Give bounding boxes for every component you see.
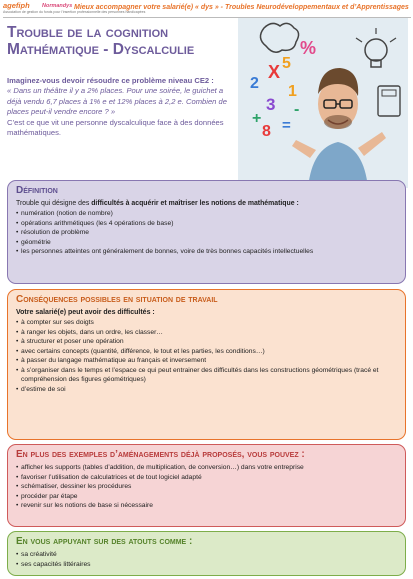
- symbol-5: 5: [282, 55, 291, 72]
- symbol-minus: -: [294, 101, 300, 118]
- list-item: • géométrie: [16, 238, 397, 248]
- atouts-heading: En vous appuyant sur des atouts comme :: [16, 536, 193, 547]
- header-tagline: Mieux accompagner votre salarié(e) « dys » - Troubles Neurodéveloppementaux et d’Apprentissages: [74, 4, 409, 11]
- list-item: • à passer du langage mathématique au français et inversement: [16, 356, 397, 366]
- list-item: • d’estime de soi: [16, 385, 397, 395]
- definition-list: [16, 209, 397, 257]
- symbol-1: 1: [288, 83, 297, 100]
- amenagements-section: [7, 444, 406, 527]
- symbol-8: 8: [262, 123, 271, 140]
- intro-lead: Imaginez-vous devoir résoudre ce problème niveau CE2 :: [7, 76, 214, 85]
- list-item: • ses capacités littéraires: [16, 560, 397, 570]
- definition-intro-text: Trouble qui désigne des: [16, 200, 92, 207]
- consequences-section: [7, 289, 406, 440]
- intro-text: C’est ce que vit une personne dyscalculique face à des données mathématiques.: [7, 117, 224, 138]
- definition-heading: Définition: [16, 185, 58, 196]
- list-item: • procéder par étape: [16, 492, 397, 502]
- list-item: • opérations arithmétiques (les 4 opérations de base): [16, 219, 397, 229]
- agefiph-logo-text: agefiph: [3, 1, 30, 10]
- atouts-list: [16, 550, 397, 569]
- list-item: • avec certains concepts (quantité, différence, le tout et les parties, les conditions…): [16, 347, 397, 357]
- header-bar: [0, 0, 413, 18]
- list-item: • numération (notion de nombre): [16, 209, 397, 219]
- intro-paragraph: [7, 76, 239, 138]
- atouts-section: [7, 531, 406, 576]
- page-title: [7, 24, 242, 58]
- intro-quote: « Dans un théâtre il y a 2% places. Pour une soirée, le guichet a déjà vendu 6,7 places à 1% e et 12% places à 2,2 e. Combien de places peut-il vendre encore ? »: [7, 86, 227, 117]
- hero-illustration: [238, 18, 408, 188]
- consequences-heading: Conséquences possibles en situation de travail: [16, 294, 218, 305]
- definition-section: [7, 180, 406, 284]
- normandys-logo: Normandys: [42, 3, 73, 9]
- symbol-3: 3: [266, 95, 276, 114]
- list-item: • à ranger les objets, dans un ordre, les classer…: [16, 328, 397, 338]
- list-item: • revenir sur les notions de base si nécessaire: [16, 501, 397, 511]
- consequences-list: [16, 318, 397, 394]
- hero-photo: [238, 18, 408, 188]
- amenagements-heading: En plus des exemples d’aménagements déjà proposés, vous pouvez :: [16, 449, 305, 460]
- definition-intro: [16, 199, 397, 208]
- list-item: • à structurer et poser une opération: [16, 337, 397, 347]
- symbol-percent: %: [300, 38, 317, 58]
- page-title-line1: Trouble de la cognition: [7, 24, 169, 41]
- list-item: • les personnes atteintes ont généralement de bonnes, voire de très bonnes capacités intellectuelles: [16, 247, 397, 257]
- list-item: • favoriser l’utilisation de calculatrices et de tout logiciel adapté: [16, 473, 397, 483]
- page-title-line2: Mathématique - Dyscalculie: [7, 41, 195, 58]
- list-item: • schématiser, dessiner les procédures: [16, 482, 397, 492]
- amenagements-list: [16, 463, 397, 511]
- symbol-equals: =: [282, 117, 291, 134]
- list-item: • afficher les supports (tables d’addition, de multiplication, de conversion…) dans votre entreprise: [16, 463, 397, 473]
- agefiph-logo-subtext: Association de gestion du fonds pour l'insertion professionnelle des personnes handicapées: [3, 10, 146, 14]
- symbol-2: 2: [250, 75, 259, 92]
- symbol-x: X: [268, 62, 281, 82]
- definition-intro-bold: difficultés à acquérir et maîtriser les notions de mathématique :: [91, 200, 299, 207]
- list-item: • à compter sur ses doigts: [16, 318, 397, 328]
- list-item: • résolution de problème: [16, 228, 397, 238]
- symbol-plus: +: [252, 110, 262, 127]
- list-item: • à s’organiser dans le temps et l’espace ce qui peut entrainer des difficultés dans les constructions géométriques (tracé et compréhension des figures géométriques): [16, 366, 397, 385]
- list-item: • sa créativité: [16, 550, 397, 560]
- consequences-subheading: Votre salarié(e) peut avoir des difficultés :: [16, 309, 155, 316]
